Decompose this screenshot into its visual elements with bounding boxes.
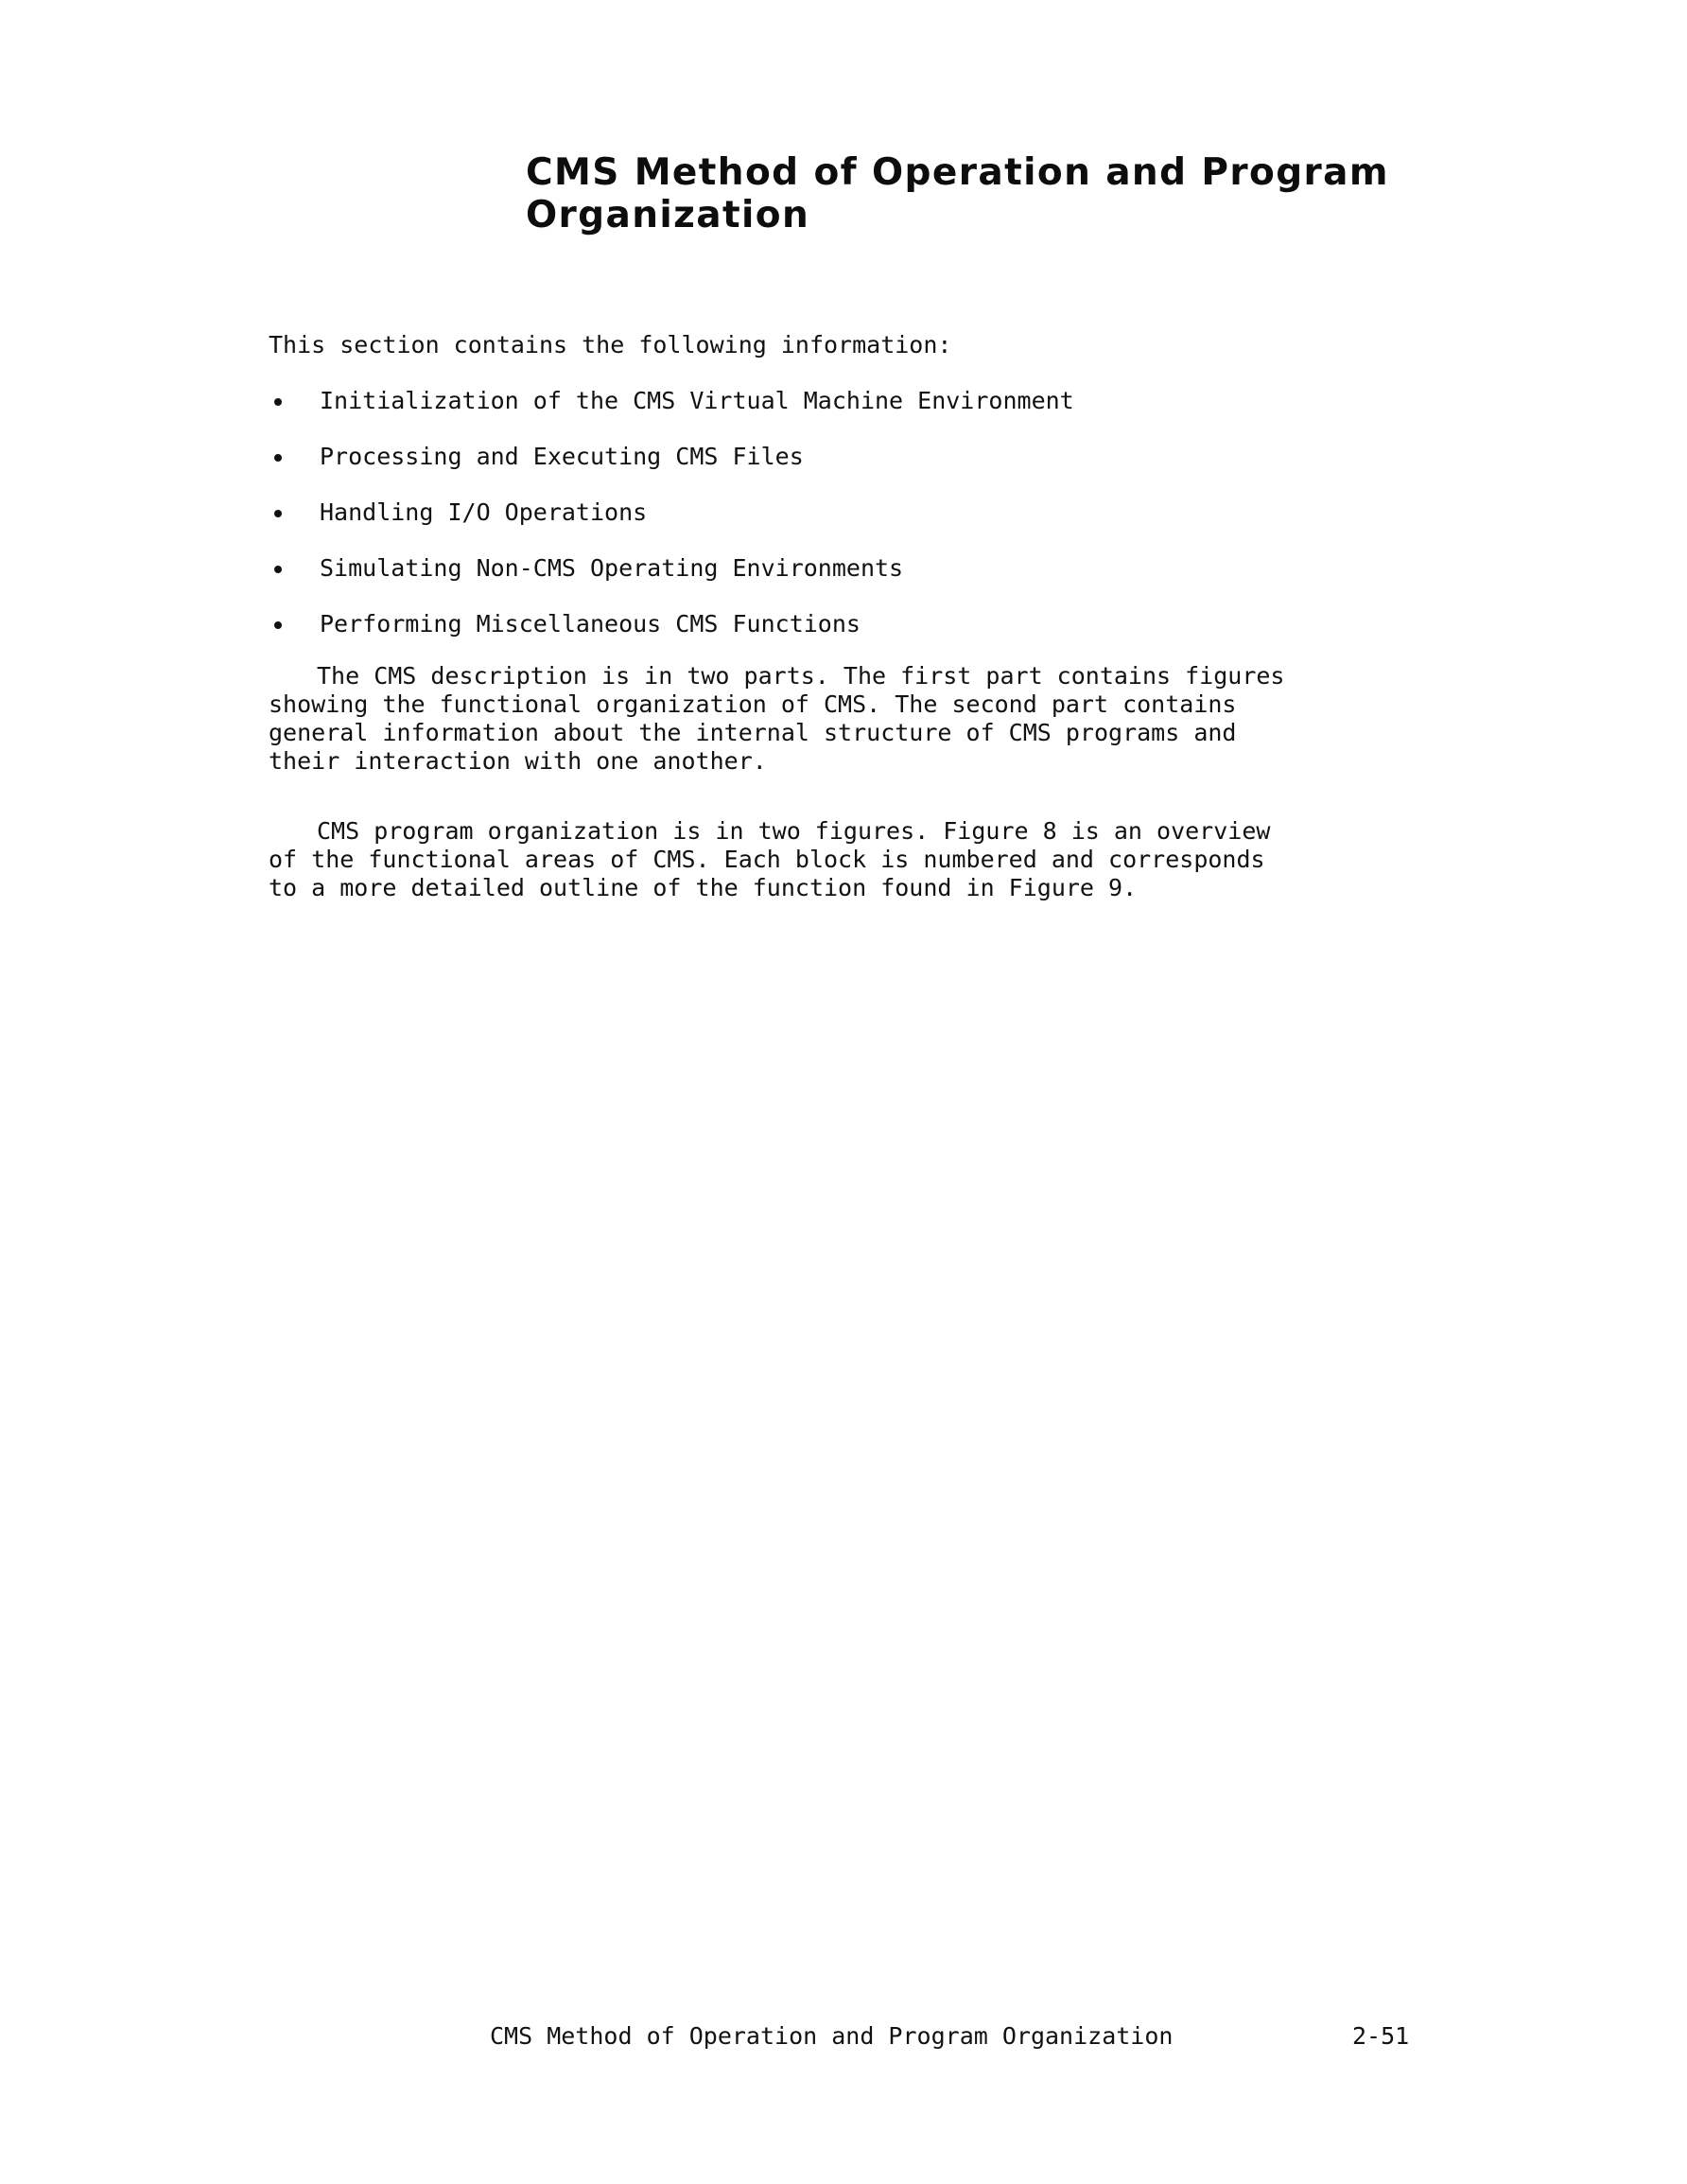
bullet-icon — [274, 398, 282, 406]
running-footer-title: CMS Method of Operation and Program Organization — [490, 2022, 1174, 2050]
bullet-icon — [274, 621, 282, 629]
list-item-text: Processing and Executing CMS Files — [320, 443, 804, 470]
paragraph-line: The CMS description is in two parts. The first part contains figures — [317, 662, 1285, 690]
paragraph-line: CMS program organization is in two figures. Figure 8 is an overview — [317, 817, 1271, 845]
list-item-text: Performing Miscellaneous CMS Functions — [320, 610, 861, 638]
description-paragraph — [269, 662, 1447, 776]
page-title — [526, 151, 1566, 236]
paragraph-line: general information about the internal structure of CMS programs and — [269, 719, 1237, 746]
page-number: 2-51 — [1352, 2022, 1410, 2050]
list-item-text: Simulating Non-CMS Operating Environments — [320, 554, 904, 582]
bullet-icon — [274, 454, 282, 462]
paragraph-line: to a more detailed outline of the function found in Figure 9. — [269, 874, 1138, 901]
paragraph-line: their interaction with one another. — [269, 747, 767, 775]
bullet-icon — [274, 566, 282, 573]
list-item-text: Initialization of the CMS Virtual Machine Environment — [320, 387, 1074, 414]
organization-paragraph — [269, 817, 1447, 902]
list-item-text: Handling I/O Operations — [320, 498, 648, 526]
paragraph-line: of the functional areas of CMS. Each block is numbered and corresponds — [269, 846, 1265, 873]
paragraph-line: showing the functional organization of CMS. The second part contains — [269, 690, 1237, 718]
bullet-icon — [274, 510, 282, 517]
intro-text: This section contains the following information: — [269, 331, 952, 358]
page-title-line-1: CMS Method of Operation and Program — [526, 151, 1389, 194]
page-title-line-2: Organization — [526, 194, 810, 236]
